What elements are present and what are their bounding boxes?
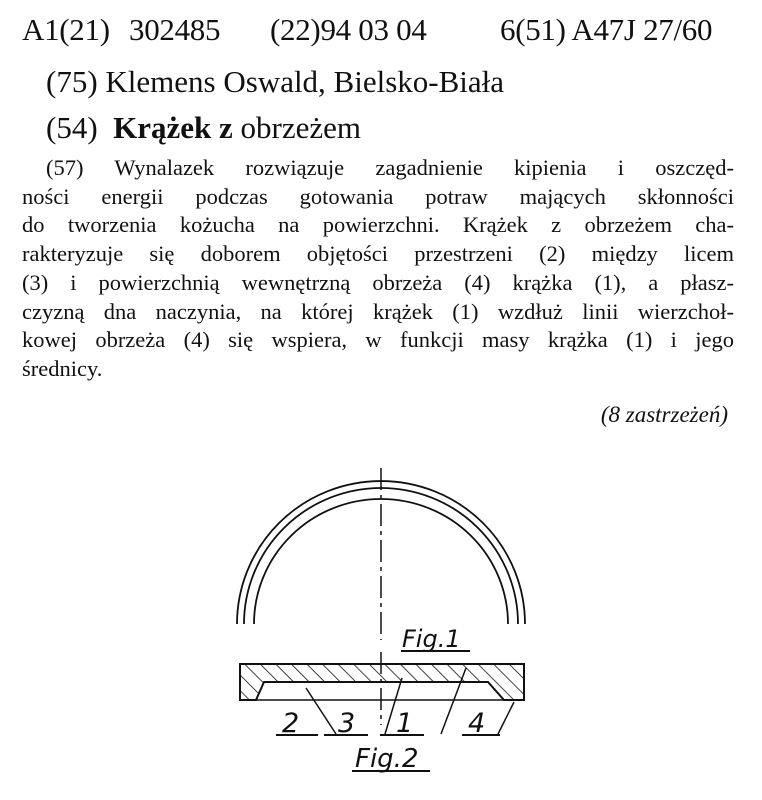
- title-code: (54): [46, 110, 98, 145]
- application-number: 302485: [129, 12, 221, 47]
- leader-line-4: [498, 702, 514, 734]
- abstract-line: (3) i powierzchnią wewnętrzną obrzeża (4) krążka (1), a płasz-: [22, 269, 734, 295]
- abstract-line: kowej obrzeża (4) się wspiera, w funkcji masy krążka (1) i jego: [22, 327, 734, 353]
- part-label-4: 4: [468, 708, 486, 739]
- abstract-line: do tworzenia kożucha na powierzchni. Krążek z obrzeżem cha-: [22, 212, 734, 238]
- filing-date: (22)94 03 04: [270, 12, 427, 47]
- title-rest: obrzeżem: [240, 110, 362, 145]
- fig1-drawing: [237, 468, 525, 651]
- claims-count: (8 zastrzeżeń): [600, 402, 728, 427]
- inventor-name: Klemens Oswald, Bielsko-Biała: [105, 64, 505, 99]
- fig2-section: [240, 664, 524, 700]
- fig1-label: Fig.1: [402, 625, 461, 653]
- title-bold: Krążek z: [113, 110, 233, 145]
- application-number-code: A1(21): [22, 12, 110, 47]
- abstract-line: czyzną dna naczynia, na której krążek (1) wzdłuż linii wierzchoł-: [22, 298, 734, 324]
- abstract-line: (57) Wynalazek rozwiązuje zagadnienie kipienia i oszczęd-: [46, 155, 734, 180]
- part-label-1: 1: [396, 708, 414, 739]
- leader-line-2: [306, 688, 336, 734]
- ipc-classification: 6(51) A47J 27/60: [500, 12, 713, 47]
- abstract-line: rakteryzuje się doborem objętości przestrzeni (2) między licem: [22, 241, 734, 267]
- part-label-2: 2: [282, 708, 300, 739]
- inventor-code: (75): [46, 64, 98, 99]
- fig2-label: Fig.2: [355, 744, 419, 774]
- abstract-line: ności energii podczas gotowania potraw mających skłonności: [22, 183, 734, 209]
- part-label-3: 3: [338, 708, 356, 739]
- abstract-line: średnicy.: [22, 355, 103, 381]
